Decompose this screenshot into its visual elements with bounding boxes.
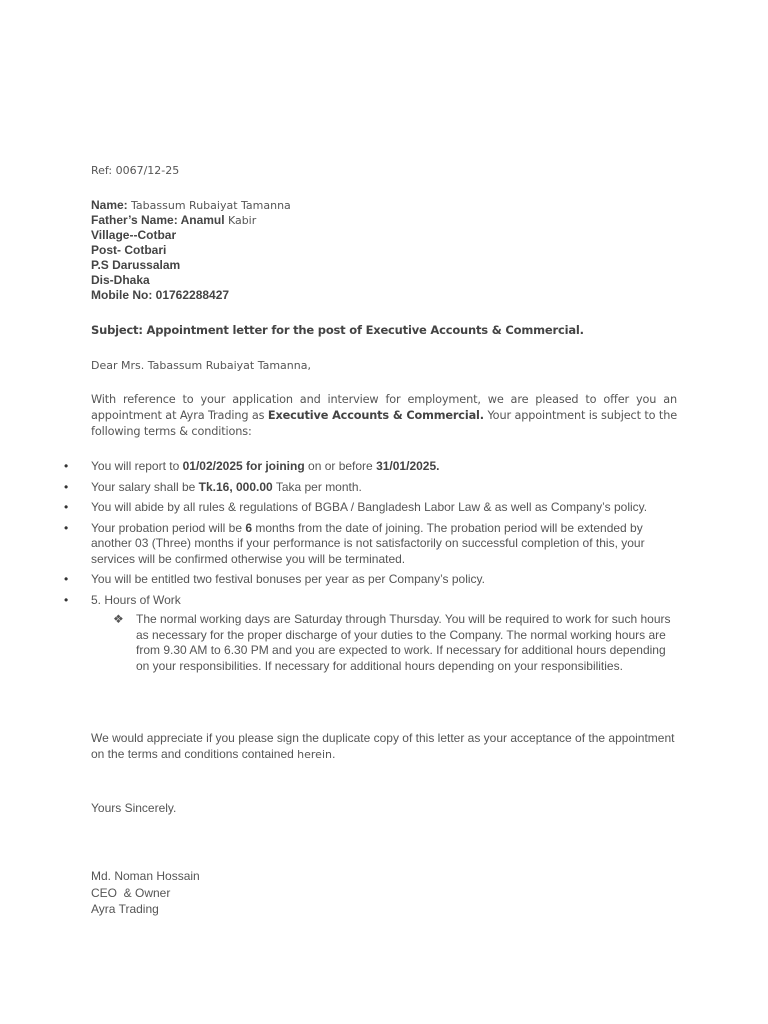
closing-text: We would appreciate if you please sign the duplicate copy of this letter as your acceptance of the appointment on the terms and conditions contained [91, 731, 675, 761]
list-item [64, 572, 684, 588]
closing-herein: herein. [297, 747, 336, 761]
list-item [64, 459, 684, 475]
term-text: 5. Hours of Work [91, 592, 181, 607]
father-name-line [91, 213, 291, 228]
bullet-icon: • [64, 459, 69, 473]
subject-line: Subject: Appointment letter for the post of Executive Accounts & Commercial. [91, 323, 584, 337]
intro-paragraph [91, 392, 677, 440]
father-value: Kabir [227, 214, 257, 227]
term-text: You will abide by all rules & regulations of BGBA / Bangladesh Labor Law & as well as Company’s policy. [91, 500, 648, 514]
bullet-icon: • [64, 592, 69, 607]
term-text: You will report to [91, 459, 180, 473]
recipient-name-line [91, 198, 291, 213]
mobile-line: Mobile No: 01762288427 [91, 288, 230, 302]
name-label: Name: [91, 198, 128, 212]
intro-text-1: With reference to your application and interview for employment, we are pleased to offer you an appointment at Ayra Trading as [91, 393, 677, 422]
signatory-title: CEO & Owner [91, 885, 171, 900]
valediction: Yours Sincerely. [91, 801, 177, 815]
list-item [91, 612, 676, 674]
report-deadline: 31/01/2025. [376, 459, 440, 473]
father-label: Father’s Name: Anamul [91, 213, 225, 227]
reference-number: Ref: 0067/12-25 [91, 164, 180, 177]
diamond-bullet-icon: ❖ [113, 612, 124, 626]
terms-list [64, 459, 684, 674]
list-item [64, 593, 684, 675]
term-text: Your salary shall be [91, 479, 196, 494]
signatory-company: Ayra Trading [91, 902, 159, 916]
hours-sublist [91, 612, 684, 674]
bullet-icon: • [64, 479, 69, 494]
bullet-icon: • [64, 572, 69, 586]
bullet-icon: • [64, 520, 69, 535]
term-text: Your probation period will be [91, 520, 242, 535]
term-text: Taka per month. [275, 479, 362, 494]
bullet-icon: • [64, 500, 69, 514]
police-station-line: P.S Darussalam [91, 258, 181, 272]
list-item [64, 480, 684, 496]
signatory-name: Md. Noman Hossain [91, 869, 200, 883]
signature-block [91, 868, 200, 918]
intro-text-2: Your appointment is subject to the following terms & conditions: [91, 409, 678, 438]
list-item [64, 521, 684, 568]
closing-paragraph [91, 731, 681, 762]
probation-months: 6 [245, 520, 253, 535]
term-text: The normal working days are Saturday through Thursday. You will be required to work for such hours as necessary for the proper discharge of your duties to the Company. The normal working hours are from 9.30 AM to 6.30 PM and you are expected to work. If necessary for additional hours depending on your responsibilities. If necessary for additional hours depending on your responsibilities. [136, 612, 671, 673]
name-value: Tabassum Rubaiyat Tamanna [131, 199, 291, 212]
term-text: You will be entitled two festival bonuses per year as per Company’s policy. [91, 572, 485, 586]
term-text: on or before [308, 459, 373, 473]
salary-amount: Tk.16, 000.00 [198, 479, 273, 494]
post-line: Post- Cotbari [91, 243, 167, 257]
salutation: Dear Mrs. Tabassum Rubaiyat Tamanna, [91, 359, 311, 372]
village-line: Village--Cotbar [91, 228, 177, 242]
list-item [64, 500, 684, 516]
joining-date: 01/02/2025 for joining [182, 459, 305, 473]
recipient-block [91, 198, 291, 303]
term-text: months from the date of joining. The probation period will be extended by another 03 (Three) months if your performance is not satisfactorily on successful completion of this, your services will be confirmed otherwise you will be terminated. [91, 520, 645, 566]
intro-position: Executive Accounts & Commercial. [267, 409, 484, 422]
district-line: Dis-Dhaka [91, 273, 150, 287]
